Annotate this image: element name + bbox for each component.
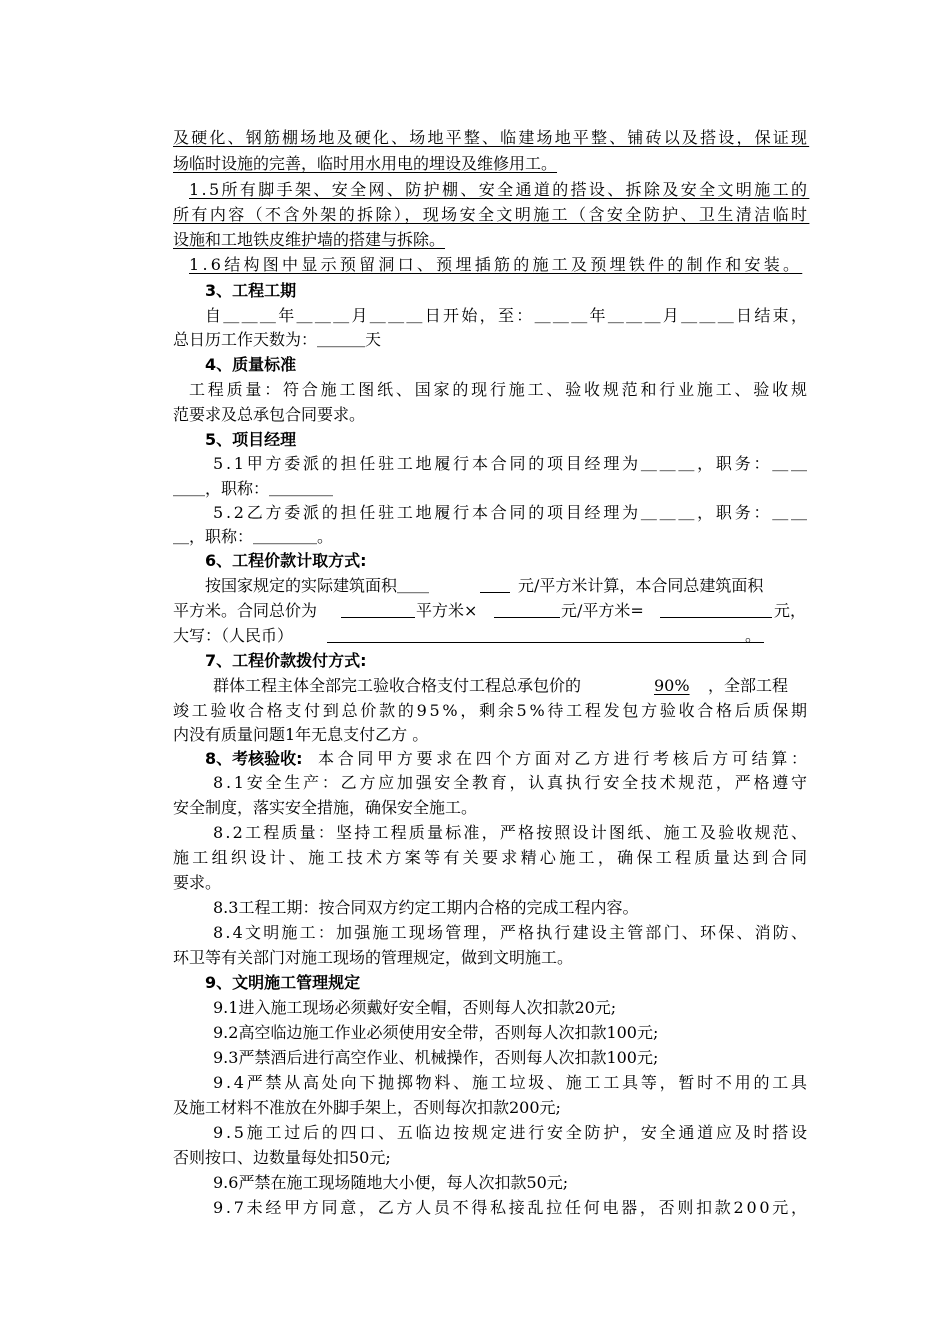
paragraph-text: 元， (774, 601, 807, 620)
paragraph-text: ＿＿，职称：＿＿＿＿ (173, 479, 334, 498)
paragraph-text: 8.2工程质量：坚持工程质量标准，严格按照设计图纸、施工及验收规范、 (213, 823, 810, 842)
paragraph-text: 工程质量：符合施工图纸、国家的现行施工、验收规范和行业施工、验收规 (189, 380, 810, 399)
paragraph-text: 范要求及总承包合同要求。 (173, 405, 366, 424)
paragraph-text: 设施和工地铁皮维护墙的搭建与拆除。 (173, 230, 446, 249)
text-line (0, 1121, 950, 1147)
text-line (0, 549, 950, 575)
text-line (0, 304, 950, 330)
paragraph-text: 元/平方米= (561, 601, 644, 620)
section-heading: 4、质量标准 (205, 355, 297, 374)
fill-in-blank (494, 599, 560, 618)
text-line (0, 253, 950, 279)
text-line (0, 821, 950, 847)
text-line (0, 428, 950, 454)
paragraph-text: 5.2乙方委派的担任驻工地履行本合同的项目经理为＿＿＿，职务：＿＿ (213, 503, 810, 522)
text-line (0, 228, 950, 254)
text-line (0, 796, 950, 822)
section-heading: 6、工程价款计取方式: (205, 551, 367, 570)
section-heading: 9、文明施工管理规定 (205, 973, 361, 992)
section-heading: 7、工程价款拨付方式: (205, 651, 367, 670)
text-line (0, 1096, 950, 1122)
paragraph-text: 总日历工作天数为：＿＿＿天 (173, 330, 382, 349)
text-line (0, 846, 950, 872)
text-line (0, 452, 950, 478)
paragraph-text: ＿，职称：＿＿＿＿。 (173, 527, 334, 546)
paragraph-text: 要求。 (173, 873, 222, 892)
fill-in-blank (480, 574, 510, 593)
text-line (0, 1071, 950, 1097)
text-line (0, 896, 950, 922)
text-line (0, 723, 950, 749)
paragraph-text: 5.1甲方委派的担任驻工地履行本合同的项目经理为＿＿＿，职务：＿＿ (213, 454, 810, 473)
paragraph-text: 1.6结构图中显示预留洞口、预埋插筋的施工及预埋铁件的制作和安装。 (189, 255, 803, 274)
text-line (0, 674, 950, 700)
paragraph-text: 平方米× (416, 601, 478, 620)
text-line (0, 1021, 950, 1047)
text-line (0, 871, 950, 897)
paragraph-text: 。 (745, 626, 762, 645)
paragraph-text: 8.4文明施工：加强施工现场管理，严格执行建设主管部门、环保、消防、 (213, 923, 810, 942)
paragraph-text: 大写：（人民币） (173, 626, 294, 645)
paragraph-text: 8.1安全生产：乙方应加强安全教育，认真执行安全技术规范，严格遵守 (213, 773, 810, 792)
fill-in-blank (327, 624, 764, 643)
paragraph-text: 平方米。合同总价为 (173, 601, 318, 620)
text-line (0, 1146, 950, 1172)
text-line (0, 624, 950, 650)
section-heading: 3、工程工期 (205, 281, 297, 300)
paragraph-text: 环卫等有关部门对施工现场的管理规定，做到文明施工。 (173, 948, 574, 967)
text-line (0, 378, 950, 404)
section-heading: 5、项目经理 (205, 430, 297, 449)
text-line (0, 1046, 950, 1072)
text-line (0, 946, 950, 972)
paragraph-text: 8.3工程工期：按合同双方约定工期内合格的完成工程内容。 (213, 898, 639, 917)
percentage-value: 90% (654, 676, 690, 695)
paragraph-text: 元/平方米计算，本合同总建筑面积 (518, 576, 764, 595)
section-heading: 8、考核验收: (205, 749, 303, 768)
text-line (0, 921, 950, 947)
text-line (0, 771, 950, 797)
text-line (0, 178, 950, 204)
paragraph-text: 安全制度，落实安全措施，确保安全施工。 (173, 798, 478, 817)
text-line (0, 525, 950, 551)
text-line (0, 599, 950, 625)
fill-in-blank (660, 599, 772, 618)
paragraph-text: 否则按口、边数量每处扣50元; (173, 1148, 391, 1167)
text-line (0, 152, 950, 178)
paragraph-text: 所有内容（不含外架的拆除），现场安全文明施工（含安全防护、卫生清洁临时 (173, 205, 810, 224)
paragraph-text: ，全部工程 (708, 676, 789, 695)
paragraph-text: 施工组织设计、施工技术方案等有关要求精心施工，确保工程质量达到合同 (173, 848, 811, 867)
paragraph-text: 内没有质量问题1年无息支付乙方 。 (173, 725, 429, 744)
paragraph-text: 竣工验收合格支付到总价款的95%，剩余5%待工程发包方验收合格后质保期 (173, 701, 810, 720)
text-line (0, 353, 950, 379)
paragraph-text: 本合同甲方要求在四个方面对乙方进行考核后方可结算： (318, 749, 811, 768)
paragraph-text: 9.7未经甲方同意，乙方人员不得私接乱拉任何电器，否则扣款200元， (213, 1198, 810, 1217)
paragraph-text: 9.2高空临边施工作业必须使用安全带，否则每人次扣款100元; (213, 1023, 659, 1042)
text-line (0, 203, 950, 229)
paragraph-text: 及硬化、钢筋棚场地及硬化、场地平整、临建场地平整、铺砖以及搭设，保证现 (173, 128, 810, 147)
text-line (0, 996, 950, 1022)
paragraph-text: 9.3严禁酒后进行高空作业、机械操作，否则每人次扣款100元; (213, 1048, 659, 1067)
paragraph-text: 9.5施工过后的四口、五临边按规定进行安全防护，安全通道应及时搭设 (213, 1123, 810, 1142)
text-line (0, 649, 950, 675)
text-line (0, 574, 950, 600)
text-line (0, 403, 950, 429)
text-line (0, 328, 950, 354)
text-line (0, 1171, 950, 1197)
paragraph-text: 9.4严禁从高处向下抛掷物料、施工垃圾、施工工具等，暂时不用的工具 (213, 1073, 810, 1092)
text-line (0, 699, 950, 725)
text-line (0, 126, 950, 152)
text-line (0, 1196, 950, 1222)
paragraph-text: 群体工程主体全部完工验收合格支付工程总承包价的 (213, 676, 582, 695)
text-line (0, 971, 950, 997)
paragraph-text: 场临时设施的完善，临时用水用电的埋设及维修用工。 (173, 154, 558, 173)
fill-in-blank (341, 599, 415, 618)
paragraph-text: 按国家规定的实际建筑面积＿＿ (205, 576, 430, 595)
text-line (0, 747, 950, 773)
text-line (0, 477, 950, 503)
text-line (0, 501, 950, 527)
text-line (0, 279, 950, 305)
paragraph-text: 1.5所有脚手架、安全网、防护棚、安全通道的搭设、拆除及安全文明施工的 (189, 180, 810, 199)
paragraph-text: 9.6严禁在施工现场随地大小便，每人次扣款50元; (213, 1173, 569, 1192)
paragraph-text: 自＿＿＿年＿＿＿月＿＿＿日开始，至：＿＿＿年＿＿＿月＿＿＿日结束， (205, 306, 810, 325)
paragraph-text: 及施工材料不准放在外脚手架上，否则每次扣款200元; (173, 1098, 561, 1117)
paragraph-text: 9.1进入施工现场必须戴好安全帽，否则每人次扣款20元; (213, 998, 617, 1017)
